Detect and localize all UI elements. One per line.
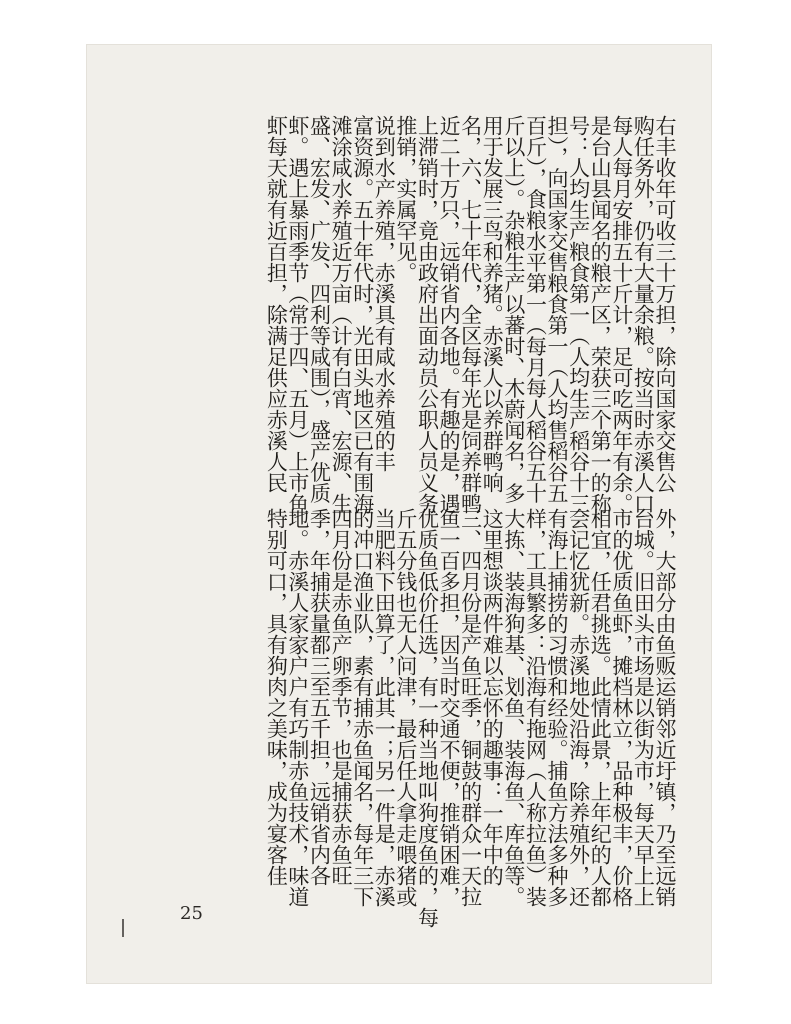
text-column: 斤以上）。杂粮生产以蕃时、木蔚闻名，多 (501, 115, 526, 504)
text-column: 右丰收年可收三十万担，除向国家交售公 (653, 115, 677, 493)
text-column: 滩涂咸水养殖近万亩（计有白宵、宏源、生 (329, 115, 354, 514)
text-column: 百斤），食粮水平第一（每月每人稻谷五十 (523, 115, 548, 504)
text-column: 优质鱼低价任选，有一种当地叫狗度鱼的，每 (415, 508, 440, 928)
text-column: 每人每月安排五十斤计，足可吃两年有余。 (609, 115, 634, 514)
text-column: 斤五分钱也无人问津，最后任人拿走喂猪或 (393, 508, 418, 907)
upper-text-block (264, 115, 677, 514)
margin-mark (122, 919, 124, 937)
text-column: 当肥料下田算了，此其一；另一件是，赤溪 (372, 508, 397, 907)
text-column: 会记忆犹新。赤溪地处沿海，除养殖外，还 (566, 508, 591, 907)
text-column: 号：人均生产粮食第一（人均生产稻谷十三 (566, 115, 591, 514)
text-column: 推销，实属罕见。 (393, 115, 418, 283)
text-column: 大拣、装海狗基、划鱼、装海鱼、库鱼等。 (501, 508, 526, 907)
book-page (86, 44, 712, 984)
text-column: 近二十万只，远销省内各地。有趣的是，遇 (437, 115, 462, 514)
text-column: 鱼一百多担，因当时交通不便，推销困难， (437, 508, 462, 907)
text-column: 购任务外，仍有大量余粮。按当时赤溪人口 (631, 115, 656, 514)
text-column: 市的优质鱼虾，摊档林立，品种极丰，价格 (609, 508, 634, 907)
text-column: 地。赤溪人家家户户有巧制赤鱼技术，味道 (285, 508, 310, 907)
text-column: 四月份是赤鱼产卵季节，也是捕获赤鱼旺 (329, 508, 354, 886)
text-column: 有海上捕捞的习惯和经验。捕鱼方法多种多 (545, 508, 570, 907)
text-column: 担），向国家交售粮食第一（人均售稻谷五 (545, 115, 570, 504)
text-column: 特别可口，具有狗肉之美味，成为宴客佳 (264, 508, 289, 886)
text-column: 外，大部分由鱼贩运销邻近圩镇，乃至远销 (653, 508, 677, 907)
text-column: 名，六、七十年代，全区每年光是饲养群鸭 (458, 115, 483, 514)
text-column: 三、四月份是产鱼旺季，铜鼓的群众一天拉 (458, 508, 483, 907)
text-column: 的冲口渔业队，素有捕赤鱼闻名，每年三下 (350, 508, 375, 907)
text-column: 季，年捕获量都三至五千担，远销省内各 (307, 508, 332, 886)
text-column: 上滞销时，竟由政府出面动员公职人员义务 (415, 115, 440, 514)
text-column: 用于发展三鸟和养猪。赤溪人以养群鸭响 (480, 115, 505, 493)
page-number: 25 (180, 903, 203, 924)
text-column: 说到水产养殖，赤溪具有咸水养殖的丰 (372, 115, 397, 472)
lower-text-block (264, 508, 677, 928)
text-column: 样，工具繁多：沿海有拖网（人称拉鱼）装 (523, 508, 548, 907)
text-column: 是台山县闻名的粮产区，荣获三个第一的称 (588, 115, 613, 514)
text-column: 虾。遇上暴雨季节（常于四、五月）上市鱼 (285, 115, 310, 514)
text-column: 虾每天就有近百担，除满足供应赤溪人民 (264, 115, 289, 493)
text-column: 富资源。五十年代时，光田头地区已有围海 (350, 115, 375, 514)
text-column: 相宜，任君挑选。此情此景，上年纪的人都 (588, 508, 613, 907)
text-column: 这里想谈两件难以忘怀的趣事：一年中的 (480, 508, 505, 886)
text-column: 盛、宏发、广发、四利等咸围），盛产优质 (307, 115, 332, 504)
text-column: 台城。旧田头市场是以街为市，每天早上上 (631, 508, 656, 907)
